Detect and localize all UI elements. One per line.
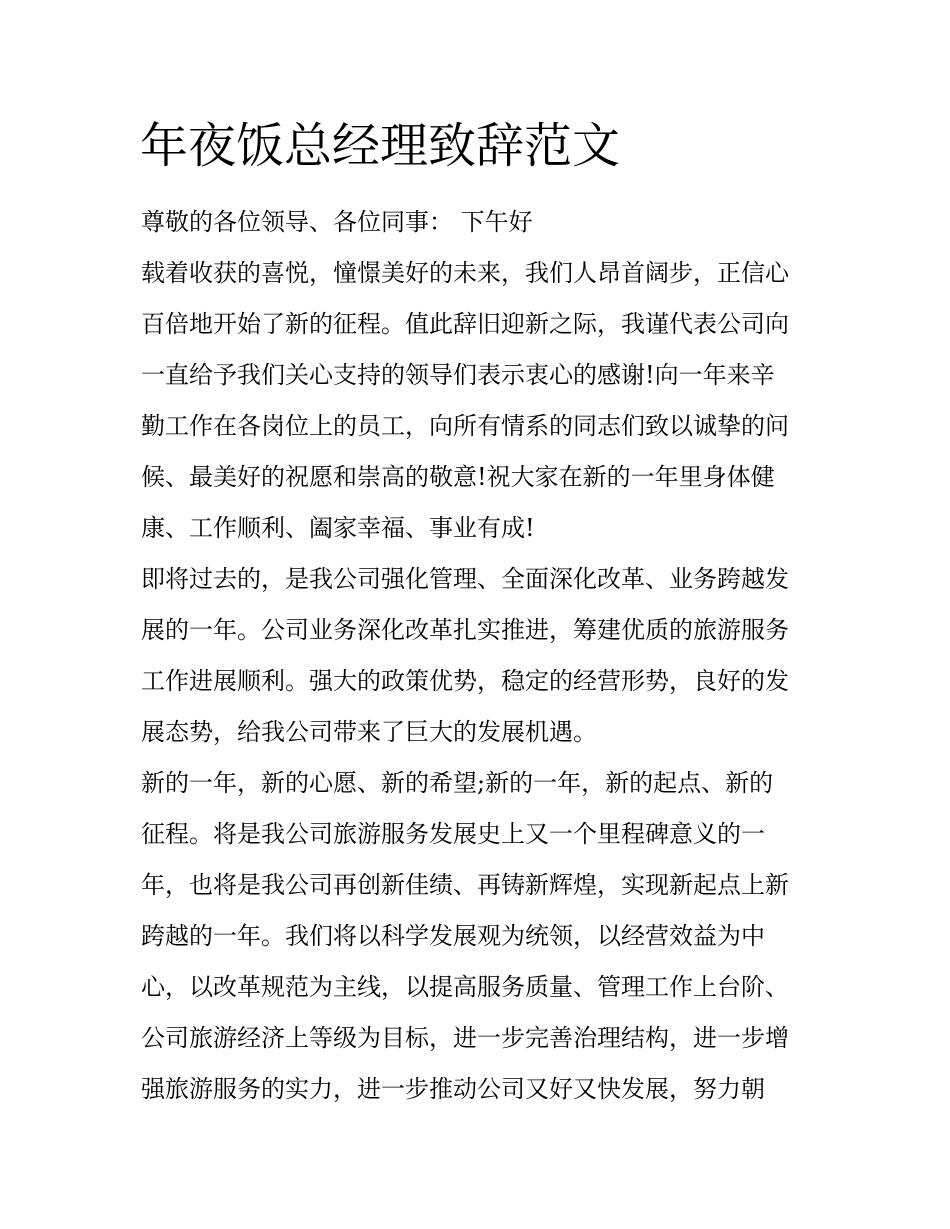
paragraph-line: 跨越的一年。我们将以科学发展观为统领，以经营效益为中 [141,922,765,950]
paragraph-line: 强旅游服务的实力，进一步推动公司又好又快发展，努力朝 [141,1075,765,1103]
paragraph-line: 一直给予我们关心支持的领导们表示衷心的感谢!向一年来辛 [141,361,775,389]
paragraph-line: 工作进展顺利。强大的政策优势，稳定的经营形势，良好的发 [141,667,789,695]
paragraph-line: 年，也将是我公司再创新佳绩、再铸新辉煌，实现新起点上新 [141,871,789,899]
paragraph-line: 展态势，给我公司带来了巨大的发展机遇。 [141,718,597,746]
paragraph-line: 载着收获的喜悦，憧憬美好的未来，我们人昂首阔步，正信心 [141,259,789,287]
paragraph-line: 新的一年，新的心愿、新的希望;新的一年，新的起点、新的 [141,769,774,797]
paragraph-line: 心，以改革规范为主线，以提高服务质量、管理工作上台阶、 [141,973,789,1001]
paragraph-line: 百倍地开始了新的征程。值此辞旧迎新之际，我谨代表公司向 [141,310,789,338]
paragraph-line: 征程。将是我公司旅游服务发展史上又一个里程碑意义的一 [141,820,765,848]
paragraph-line: 勤工作在各岗位上的员工，向所有情系的同志们致以诚挚的问 [141,412,789,440]
salutation: 尊敬的各位领导、各位同事： 下午好 [141,208,533,236]
paragraph-line: 公司旅游经济上等级为目标，进一步完善治理结构，进一步增 [141,1024,789,1052]
paragraph-line: 康、工作顺利、阖家幸福、事业有成! [141,514,535,542]
paragraph-line: 即将过去的，是我公司强化管理、全面深化改革、业务跨越发 [141,565,789,593]
paragraph-line: 候、最美好的祝愿和崇高的敬意!祝大家在新的一年里身体健 [141,463,775,491]
paragraph-line: 展的一年。公司业务深化改革扎实推进，筹建优质的旅游服务 [141,616,789,644]
document-title: 年夜饭总经理致辞范文 [140,118,621,174]
